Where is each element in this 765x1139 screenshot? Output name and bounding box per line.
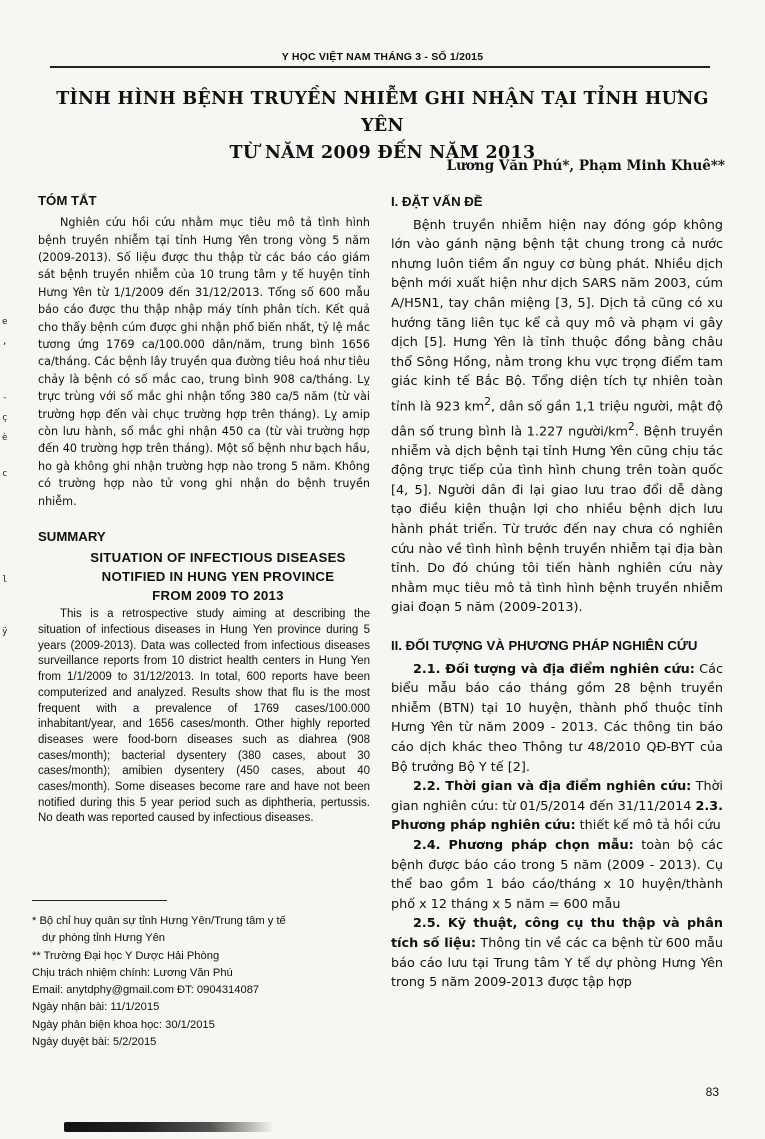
authors: Lương Văn Phú*, Phạm Minh Khuê** [446,158,725,174]
section2-2 [391,777,723,836]
abstract-heading: TÓM TẮT [38,193,97,208]
abstract-text: Nghiên cứu hồi cứu nhằm mục tiêu mô tả tình hình bệnh truyền nhiễm tại tỉnh Hưng Yên trong vòng 5 năm (2009-2013). Số liệu được thu thập từ các báo cáo giám sát bệnh truyền nhiễm của 10 trung tâm y tế huyện tỉnh Hưng Yên từ 1/1/2009 đến 31/12/2013. Tổng số 600 mẫu báo cáo được thu thập nhập máy tính phân tích. Kết quả cho thấy bệnh cúm được ghi nhận phổ biến nhất, tỷ lệ mắc tương ứng 1769 ca/100.000 dân/năm, trung bình 1656 ca/tháng. Các bệnh lây truyền qua đường tiêu hoá như tiêu chảy là bệnh có số mắc cao, trung bình 908 ca/tháng. Lỵ trực trùng với số mắc ghi nhận tổng 380 ca/5 năm (từ vài trường hợp đến vài chục trường hợp trên tháng). Lỵ amip còn lưu hành, số mắc ghi nhận 450 ca (từ vài trường hợp đến 40 trường hợp trên tháng). Một số bệnh như bạch hầu, ho gà không ghi nhận trường hợp nào trong 5 năm. Không có trường hợp nào tử vong ghi nhận do bệnh truyền nhiễm. [38,216,370,508]
summary-title [38,548,370,605]
superscript-2: 2 [628,419,635,433]
article-title [50,86,715,167]
footnote-review-date: Ngày phản biện khoa học: 30/1/2015 [32,1018,215,1031]
summary-title-line-3: FROM 2009 TO 2013 [152,588,284,604]
edge-mark: ÿ [2,627,8,637]
left-column [38,192,370,827]
scan-bottom-smudge [64,1122,274,1132]
edge-mark: l [2,575,8,585]
title-line-1: TÌNH HÌNH BỆNH TRUYỀN NHIỄM GHI NHẬN TẠI TỈNH HƯNG YÊN [56,89,709,136]
footnotes [32,900,367,1051]
edge-mark: - [2,393,8,403]
page-number: 83 [705,1085,719,1099]
section2-4 [391,836,723,914]
edge-mark: ç [2,413,8,423]
section2-5-heading: 2.5. Kỹ thuật, công cụ thu thập và phân tích số liệu: [391,916,723,951]
footnote-affiliation-1: * Bộ chỉ huy quân sự tỉnh Hưng Yên/Trung tâm y tế [32,915,286,927]
section2-5-text: Thông tin về các ca bệnh từ 600 mẫu báo cáo lưu tại Trung tâm Y tế dự phòng Hưng Yên trong 5 năm 2009-2013 được tập hợp [391,935,723,991]
section2-1-heading: 2.1. Đối tượng và địa điểm nghiên cứu: [413,661,695,677]
footnote-received-date: Ngày nhận bài: 11/1/2015 [32,1001,160,1014]
footnote-email: Email: anytdphy@gmail.com ĐT: 0904314087 [32,984,260,997]
right-column [391,192,723,993]
section1-text-c: . Bệnh truyền nhiễm và dịch bệnh tại tỉnh Hưng Yên cũng chịu tác động trực tiếp của tình hình chung trên toàn quốc [4, 5]. Người dân đi lại giao lưu trao đổi dễ dàng tạo điều kiện thuận lợi cho nhiều bệnh dịch lưu hành phát triển. Từ trước đến nay chưa có nghiên cứu nào về tình hình bệnh truyền nhiễm tại địa bàn tỉnh. Do đó chúng tôi tiến hành nghiên cứu này nhằm mục tiêu mô tả tình hình bệnh truyền nhiễm giai đoạn 5 năm (2009-2013). [391,424,724,616]
section1-text [391,216,723,618]
footnote-rule [32,900,167,901]
superscript-2: 2 [484,394,492,408]
edge-mark: e [2,317,8,327]
section2-3-heading: 2.3. Phương pháp nghiên cứu: [391,798,723,834]
section2-2-text: Thời gian nghiên cứu: từ 01/5/2014 đến 31/11/2014 [391,779,723,814]
header-rule [50,66,710,68]
edge-mark: c [2,469,8,479]
section2-2-heading: 2.2. Thời gian và địa điểm nghiên cứu: [413,779,692,795]
section1-text-b: , dân số gần 1,1 triệu người, mật độ dân số trung bình là 1.227 người/km [391,399,723,440]
title-line-2: TỪ NĂM 2009 ĐẾN NĂM 2013 [229,143,536,163]
section2-4-heading: 2.4. Phương pháp chọn mẫu: [413,837,634,853]
summary-title-line-1: SITUATION OF INFECTIOUS DISEASES [90,550,346,566]
section1-heading: I. ĐẶT VẤN ĐỀ [391,194,483,209]
edge-mark: è [2,433,8,443]
section1-text-a: Bệnh truyền nhiễm hiện nay đóng góp không lớn vào gánh nặng bệnh tật chung trong cả nước nhưng luôn tiềm ẩn nguy cơ bùng phát. Nhiều dịch bệnh mới xuất hiện như dịch SARS năm 2003, cúm A/H5N1, tay chân miệng [3, 5]. Dịch tả cũng có xu hướng tăng liên tục kể cả quy mô và phạm vi gây dịch [5]. Hưng Yên là tỉnh thuộc đồng bằng châu thổ Sông Hồng, nằm trong khu vực trọng điểm tam giác kinh tế Bắc Bộ. Tổng diện tích tự nhiên toàn tỉnh là 923 km [391,217,723,415]
section2-1 [391,660,723,778]
section2-5 [391,914,723,992]
footnote-affiliation-2: ** Trường Đại học Y Dược Hải Phòng [32,949,220,962]
journal-header: Y HỌC VIỆT NAM THÁNG 3 - SỐ 1/2015 [281,51,484,63]
edge-mark: , [2,337,8,347]
footnote-affiliation-1-cont: dự phòng tỉnh Hưng Yên [42,932,166,945]
summary-title-line-2: NOTIFIED IN HUNG YEN PROVINCE [101,569,335,585]
section2-4-text: toàn bộ các bệnh được báo cáo trong 5 năm (2009 - 2013). Cụ thể bao gồm 1 báo cáo/tháng x 10 huyện/thành phố x 12 tháng x 5 năm = 600 mẫu [391,837,723,912]
section2-heading: II. ĐỐI TƯỢNG VÀ PHƯƠNG PHÁP NGHIÊN CỨU [391,638,698,653]
footnote-corresponding-author: Chịu trách nhiệm chính: Lương Văn Phú [32,966,233,979]
summary-heading: SUMMARY [38,529,106,545]
footnote-accepted-date: Ngày duyệt bài: 5/2/2015 [32,1036,157,1049]
section2-3-text: thiết kế mô tả hồi cứu [575,818,721,834]
section2-1-text: Các biểu mẫu báo cáo tháng gồm 28 bệnh truyền nhiễm (BTN) tại 10 huyện, thành phố thuộc tỉnh Hưng Yên từ năm 2009 - 2013. Các thông tin báo cáo dịch khác theo Thông tư 48/2010 QĐ-BYT của Bộ trưởng Bộ Y tế [2]. [391,661,723,775]
summary-text: This is a retrospective study aiming at describing the situation of infectious diseases in Hung Yen province during 5 years (2009-2013). Data was collected from infectious diseases surveillance reports from 10 district health centers in Hung Yen from 1/1/2009 to 31/12/2013. In total, 600 reports have been computerized and analyzed. Results show that flu is the most frequent with a prevalence of 1769 cases/100.000 inhabitant/year, and 1656 cases/month. Other highly reported diseases were food-born diseases such as diahrea (908 cases/month); bacterial dysentery (380 cases, about 30 cases/month); amibien dysentery (450 cases, about 40 cases/month). Some diseases become rare and have not been notified during this 5 year period such as diphtheria, pertussis. No death was reported caused by infectious diseases. [38,608,370,825]
